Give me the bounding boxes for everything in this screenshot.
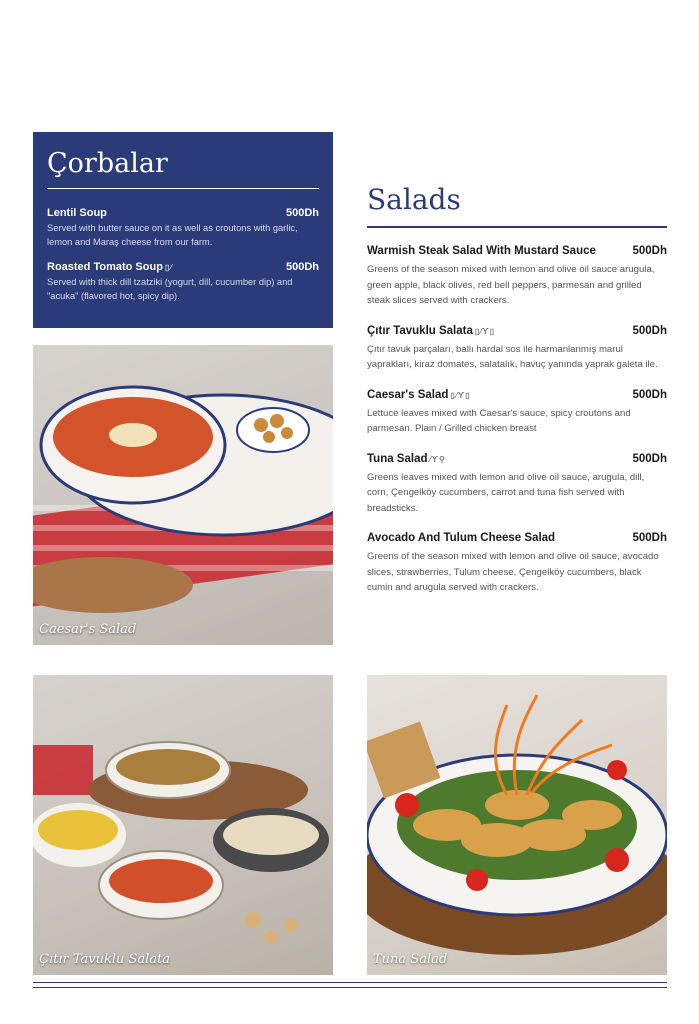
item-name: Tuna Salad	[367, 452, 428, 465]
item-price: 500Dh	[632, 532, 667, 544]
item-price: 500Dh	[285, 261, 319, 273]
dietary-icons: ▯⁄	[164, 263, 173, 272]
item-name: Roasted Tomato Soup	[47, 261, 163, 273]
photo-caption: Tuna Salad	[373, 952, 448, 967]
item-description: Greens of the season mixed with lemon and olive oil sauce, avocado slices, strawberries, Tulum cheese, Çengelköy cucumbers, black cumin and arugula served with crackers.	[367, 551, 659, 593]
salads-divider	[367, 226, 667, 228]
item-name: Caesar's Salad	[367, 388, 449, 401]
item-description: Served with thick dill tzatziki (yogurt, dill, cucumber dip) and "acuka" (flavored hot, spicy dip).	[47, 277, 293, 301]
item-name: Lentil Soup	[47, 207, 107, 219]
dietary-icons: ▯⁄ϒ▯	[474, 326, 496, 336]
menu-item	[367, 244, 667, 309]
photo-crispy-chicken-salad	[367, 675, 667, 975]
menu-item	[367, 324, 667, 373]
salads-section	[367, 180, 667, 611]
item-price: 500Dh	[632, 388, 667, 401]
item-name: Çıtır Tavuklu Salata	[367, 324, 473, 337]
salads-title: Salads	[367, 183, 461, 216]
item-price: 500Dh	[632, 324, 667, 337]
item-description: Çıtır tavuk parçaları, ballı hardal sos ile harmanlanmış marul yaprakları, kiraz domates, salatalık, havuç yanında yaprak galeta ile.	[367, 343, 658, 370]
menu-item	[47, 261, 319, 303]
menu-item	[367, 388, 667, 437]
menu-item	[367, 452, 667, 517]
soups-panel	[33, 132, 333, 328]
soups-title: Çorbalar	[47, 148, 168, 179]
photo-soup	[33, 345, 333, 645]
dietary-icons: ▯⁄ϒ▯	[450, 390, 471, 400]
photo-caption: Caesar's Salad	[39, 622, 137, 637]
item-description: Greens of the season mixed with lemon and olive oil sauce arugula, green apple, black olives, red bell peppers, parmesan and grilled steak slices served with crackers.	[367, 264, 655, 306]
photo-soup-assortment	[33, 675, 333, 975]
item-description: Greens leaves mixed with lemon and olive oil sauce, arugula, dill, corn, Çengelköy cucumbers, carrot and tuna fish served with breadsticks.	[367, 471, 645, 514]
item-price: 500Dh	[285, 207, 319, 219]
item-description: Lettuce leaves mixed with Caesar's sauce, spicy croutons and parmesan. Plain / Grilled chicken breast	[367, 407, 631, 434]
item-price: 500Dh	[632, 452, 667, 465]
menu-item	[367, 531, 667, 596]
footer-divider	[33, 982, 667, 988]
soups-divider	[47, 188, 319, 189]
photo-caption: Çıtır Tavuklu Salata	[39, 952, 171, 967]
menu-item	[47, 207, 319, 249]
item-price: 500Dh	[632, 245, 667, 257]
dietary-icons: ⁄ϒ⚲	[429, 454, 446, 464]
item-name: Avocado And Tulum Cheese Salad	[367, 532, 556, 544]
item-description: Served with butter sauce on it as well as croutons with garlic, lemon and Maraş cheese from our farm.	[47, 223, 298, 247]
item-name: Warmish Steak Salad With Mustard Sauce	[367, 245, 596, 257]
